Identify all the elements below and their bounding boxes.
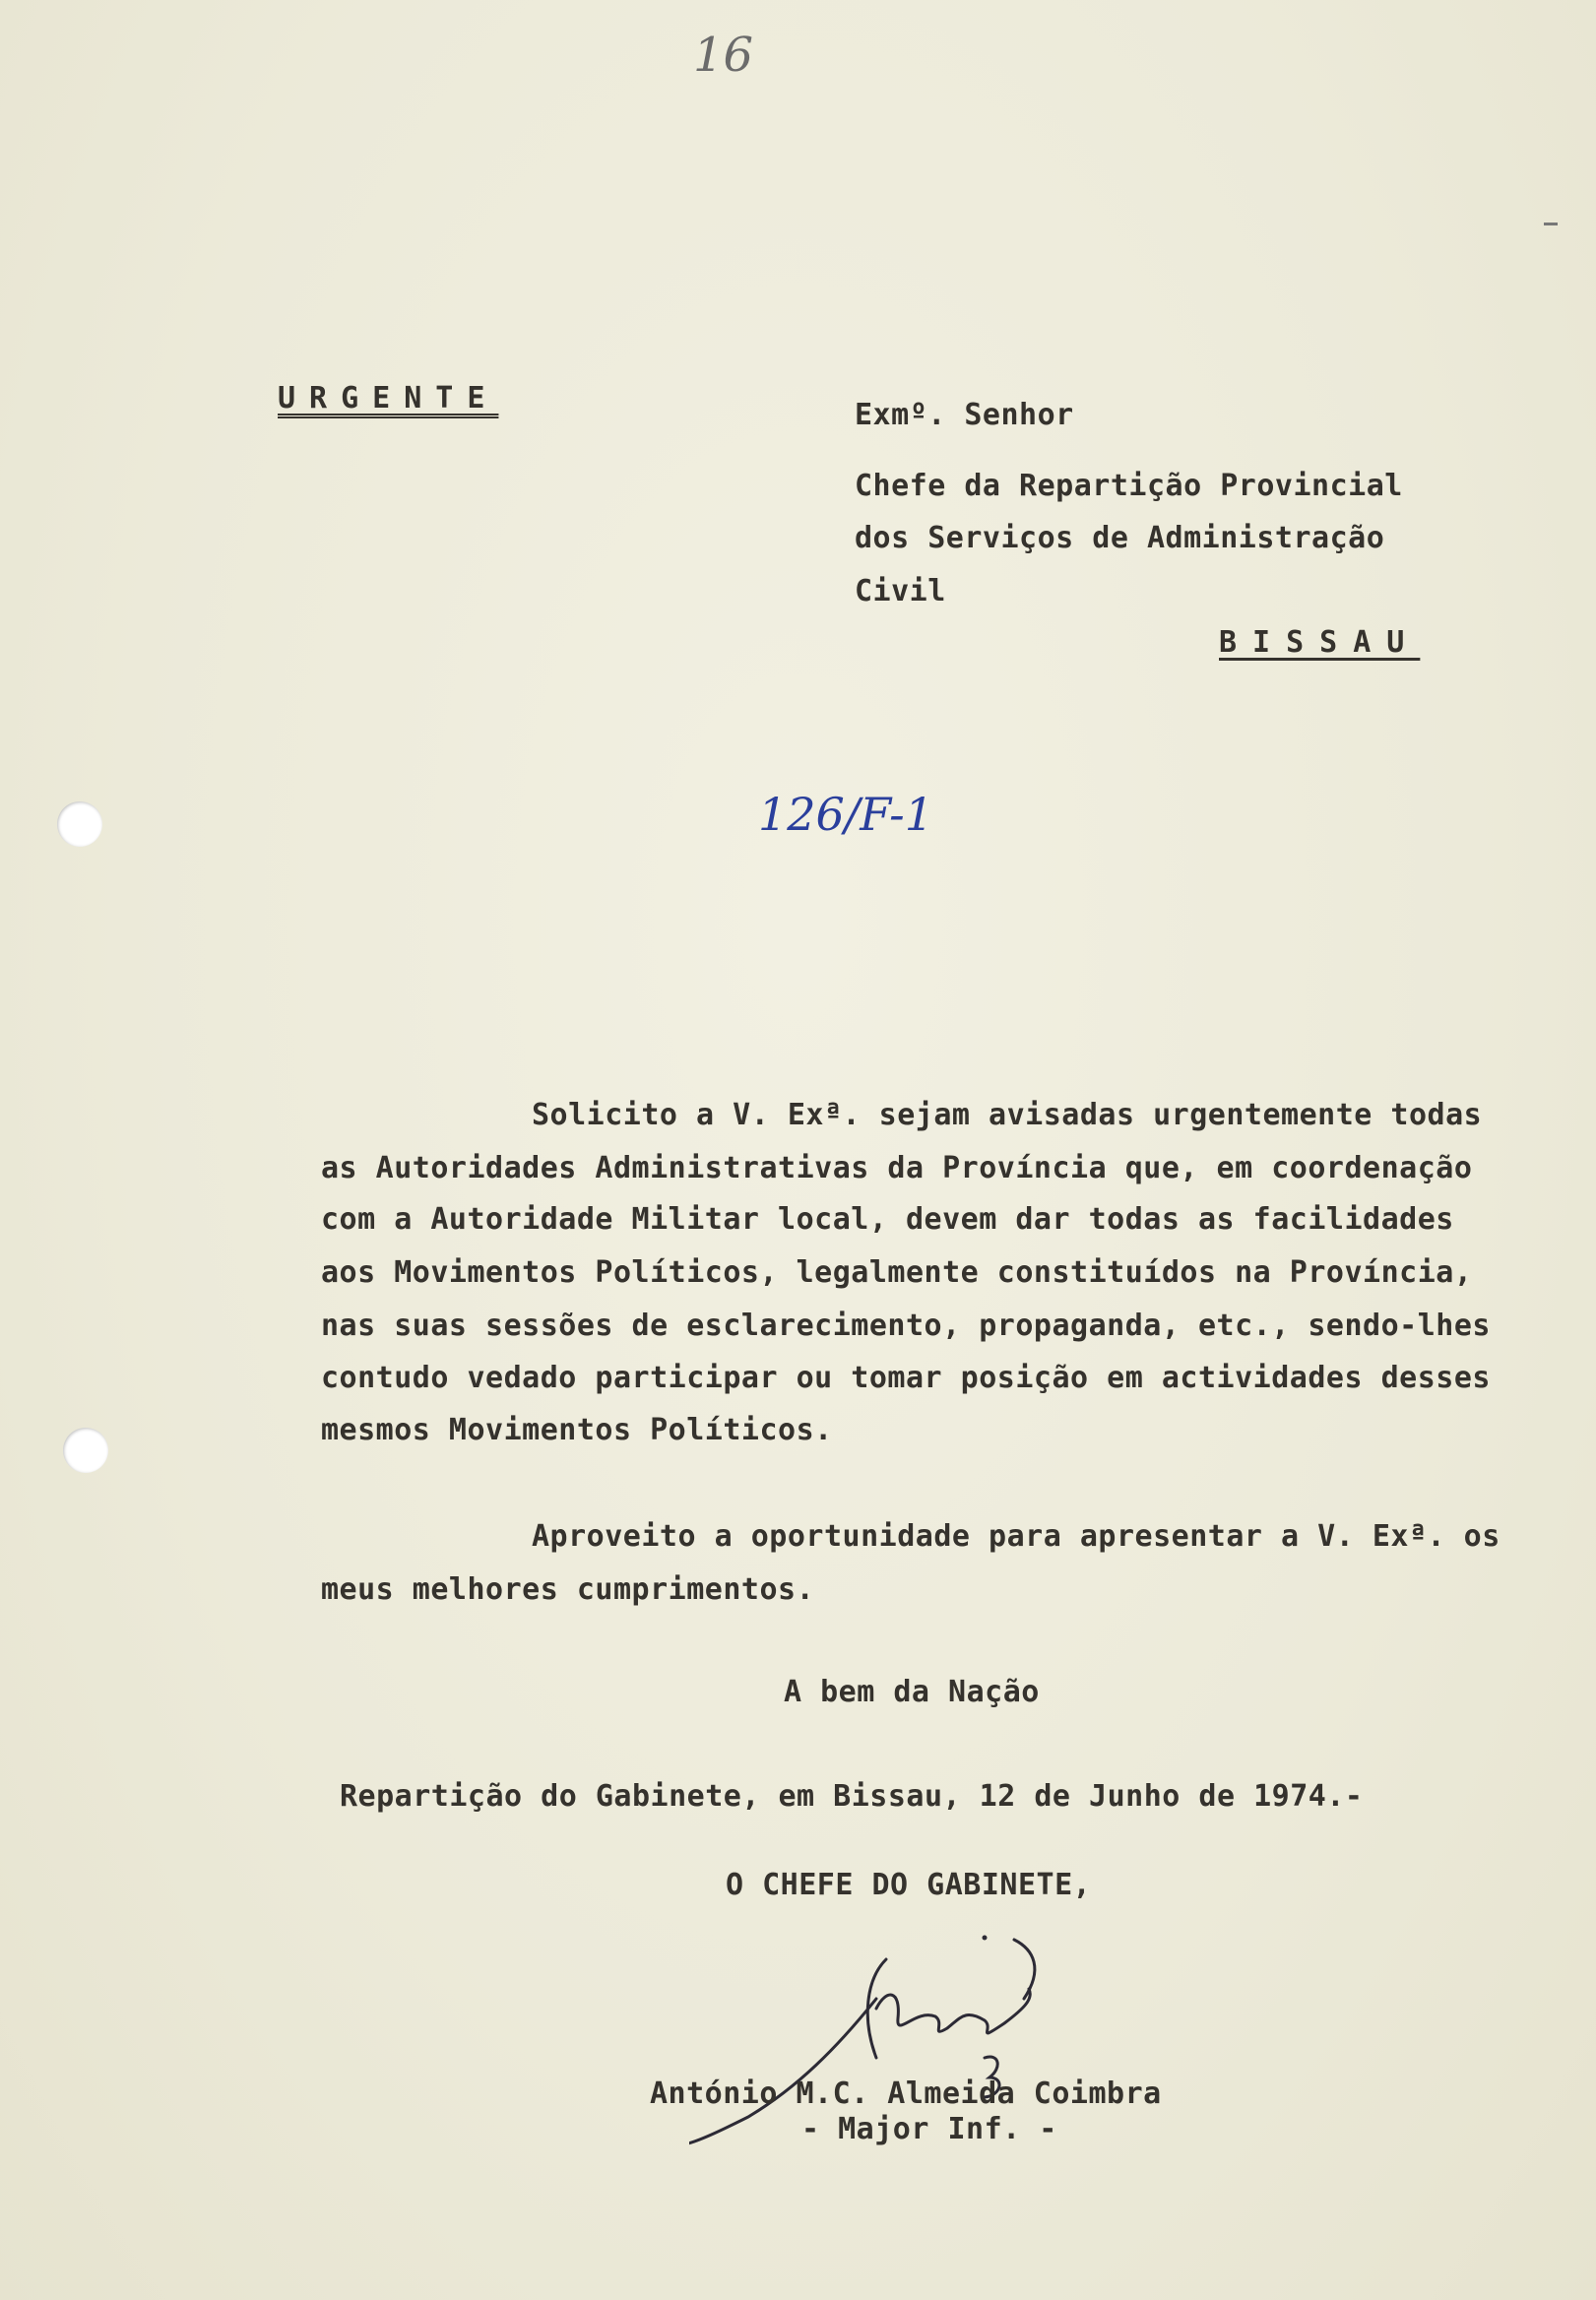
paragraph2-line: meus melhores cumprimentos. (321, 1572, 815, 1607)
paragraph1-line: nas suas sessões de esclarecimento, propaganda, etc., sendo-lhes (321, 1309, 1491, 1343)
paragraph1-line: mesmos Movimentos Políticos. (321, 1413, 833, 1447)
closing-formula: A bem da Nação (784, 1675, 1040, 1709)
recipient-line-2: dos Serviços de Administração (855, 521, 1385, 555)
paragraph2-line: Aproveito a oportunidade para apresentar a V. Exª. os (532, 1519, 1500, 1554)
recipient-city: BISSAU (1219, 625, 1421, 660)
recipient-line-1: Chefe da Repartição Provincial (855, 469, 1403, 503)
punch-hole-top (57, 801, 102, 847)
paragraph1-line: as Autoridades Administrativas da Província que, em coordenação (321, 1151, 1473, 1185)
signatory-role: O CHEFE DO GABINETE, (726, 1868, 1092, 1902)
recipient-salutation: Exmº. Senhor (855, 398, 1074, 432)
paragraph1-line: com a Autoridade Militar local, devem dar todas as facilidades (321, 1202, 1454, 1237)
page-number: 16 (693, 28, 754, 83)
margin-mark (1544, 223, 1558, 225)
punch-hole-bottom (63, 1428, 108, 1473)
paragraph1-line: contudo vedado participar ou tomar posição em actividades desses (321, 1361, 1491, 1395)
recipient-line-3: Civil (855, 574, 946, 608)
paragraph1-line: Solicito a V. Exª. sejam avisadas urgentemente todas (532, 1098, 1483, 1132)
place-and-date: Repartição do Gabinete, em Bissau, 12 de Junho de 1974.- (340, 1779, 1364, 1814)
reference-code: 126/F-1 (758, 788, 933, 841)
paragraph1-line: aos Movimentos Políticos, legalmente constituídos na Província, (321, 1255, 1473, 1290)
urgency-label: URGENTE (278, 381, 499, 415)
signatory-rank: - Major Inf. - (801, 2112, 1057, 2146)
signatory-name: António M.C. Almeida Coimbra (650, 2076, 1162, 2111)
